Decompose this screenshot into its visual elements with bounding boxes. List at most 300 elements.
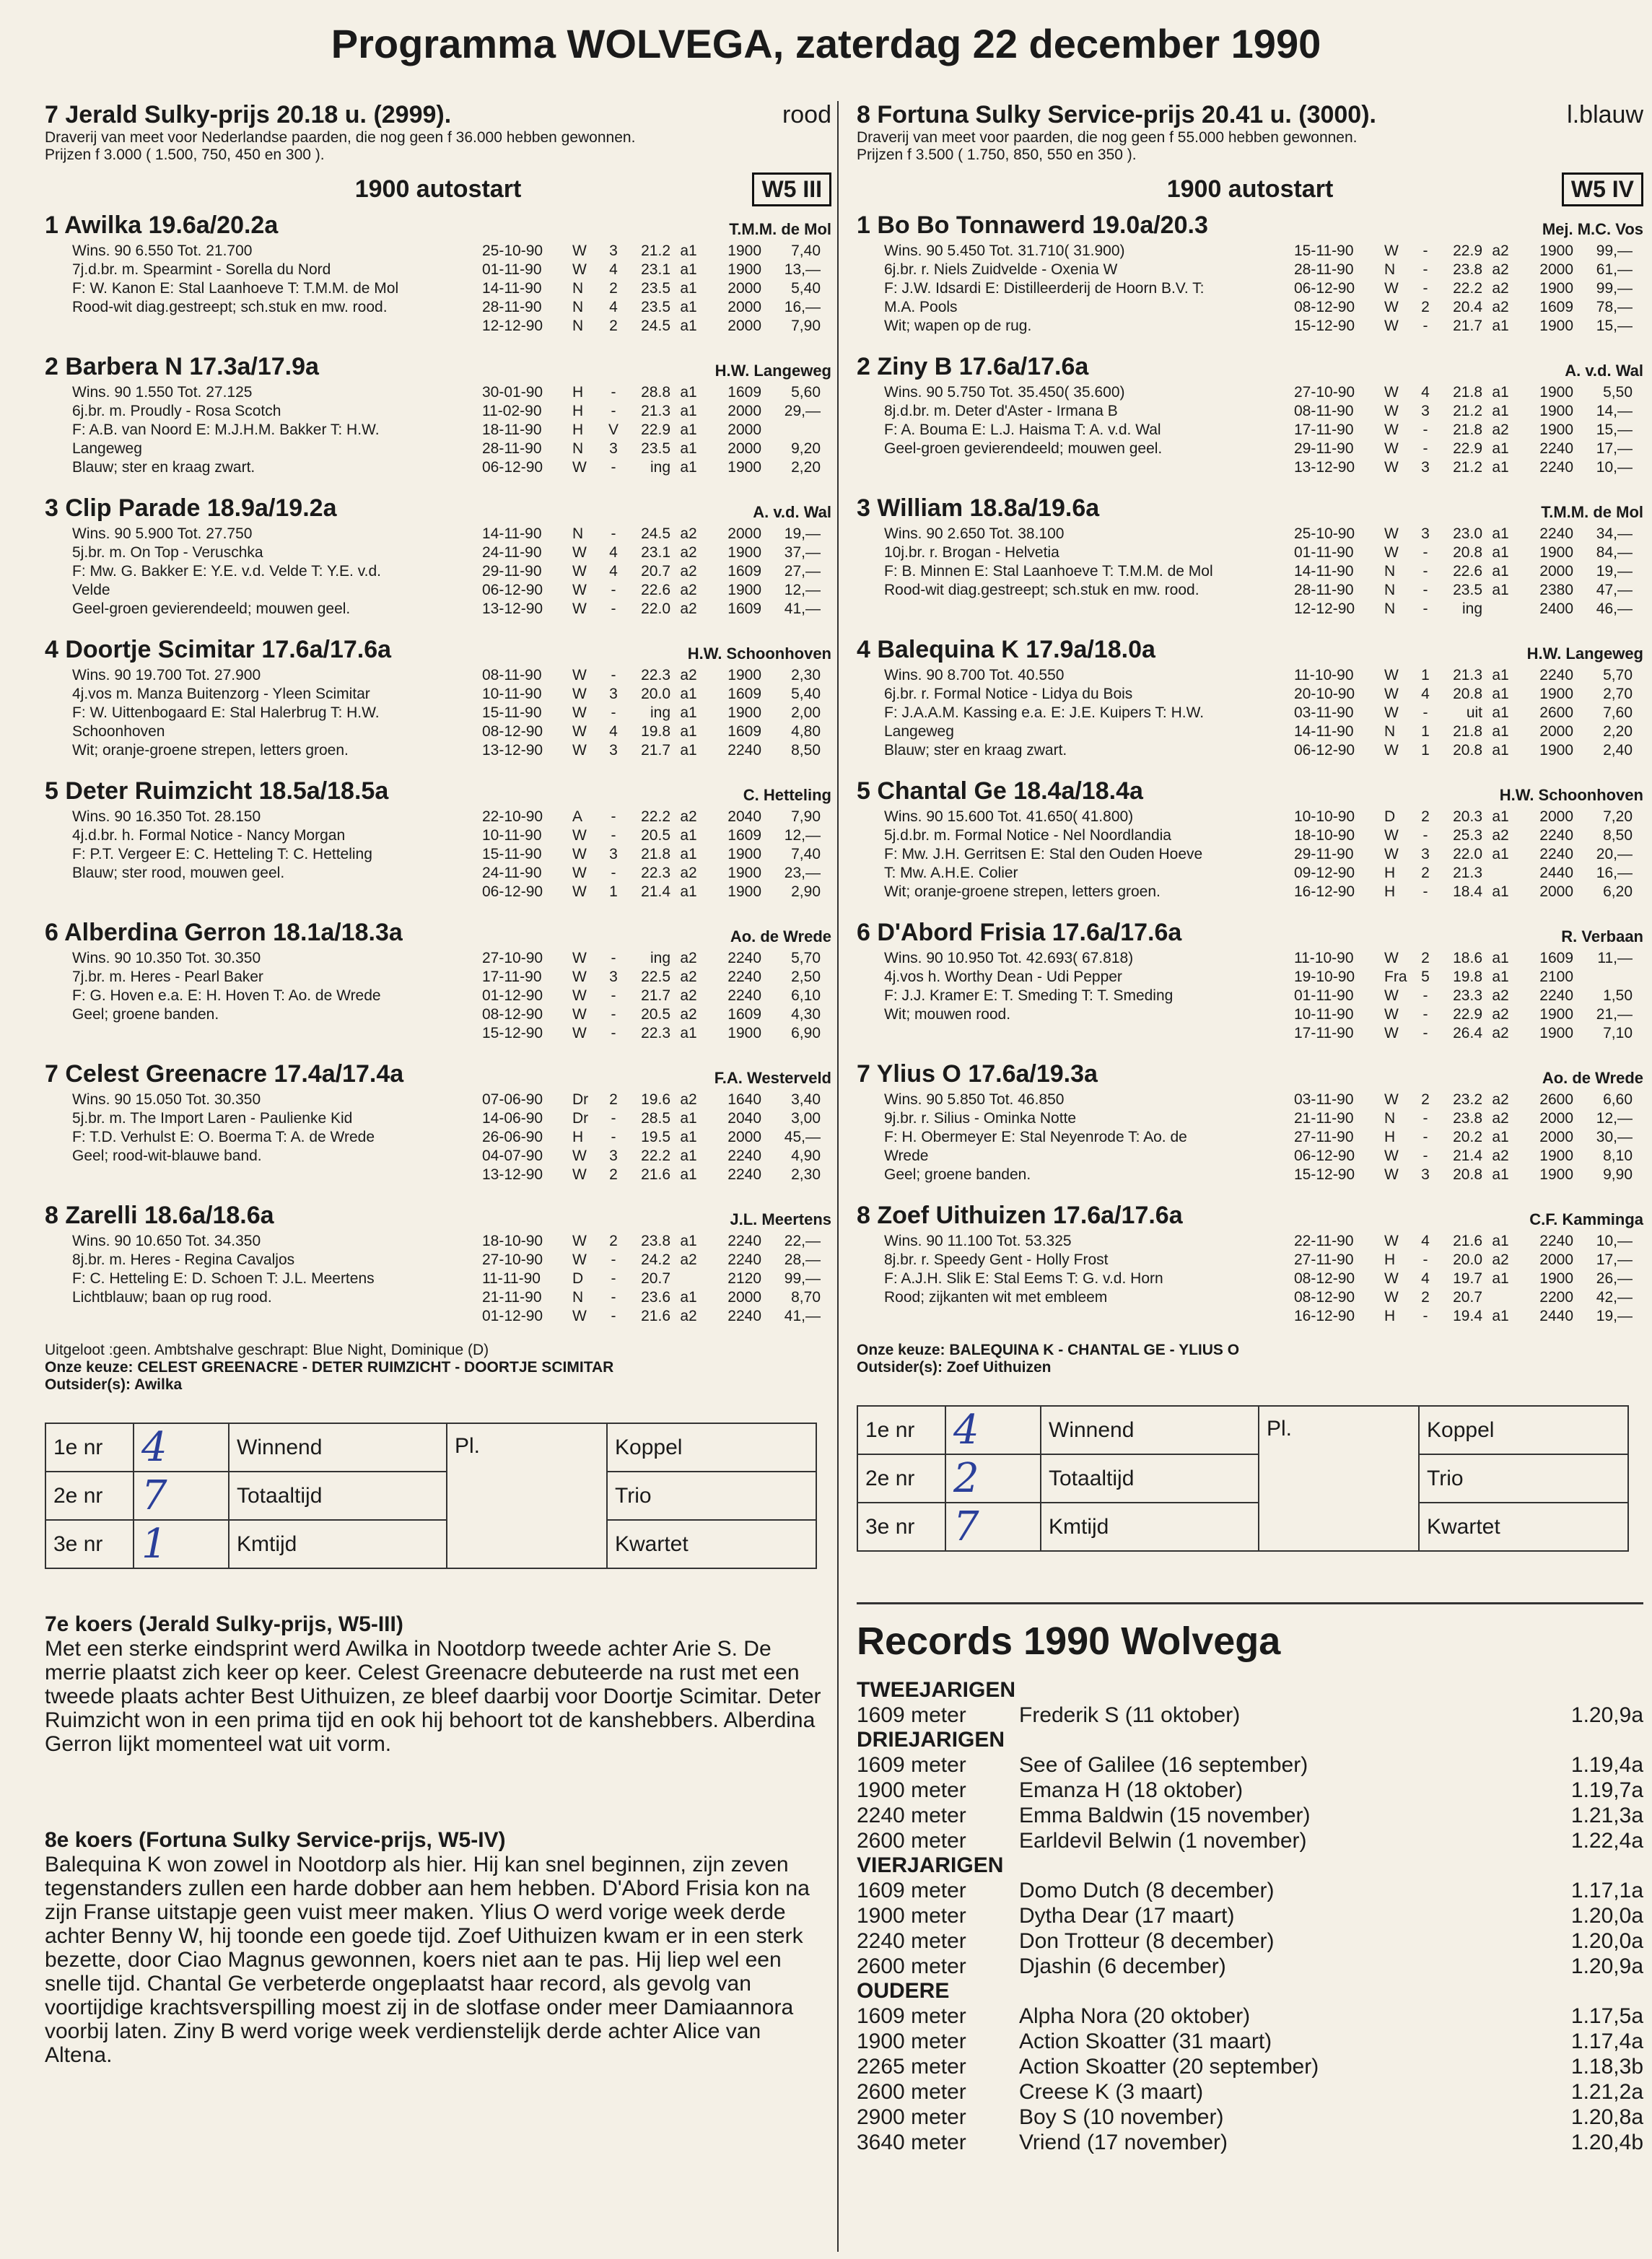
perf-date: 15-12-90 — [1294, 318, 1355, 334]
performance-row — [1294, 968, 1643, 987]
perf-place: 2 — [1421, 808, 1430, 825]
race-class-badge: W5 III — [752, 172, 831, 206]
record-horse: Frederik S (11 oktober) — [1019, 1703, 1241, 1727]
performance-row — [1294, 581, 1643, 600]
perf-odds: 84,— — [1596, 544, 1633, 561]
perf-track: W — [572, 582, 587, 598]
perf-date: 01-11-90 — [1294, 987, 1354, 1004]
perf-odds: 4,90 — [791, 1148, 821, 1164]
perf-odds: 2,20 — [791, 459, 821, 476]
perf-odds: 2,50 — [791, 969, 821, 985]
perf-track: W — [1384, 742, 1399, 759]
perf-track: W — [1384, 1233, 1399, 1249]
perf-track: W — [1384, 950, 1399, 966]
perf-date: 15-11-90 — [482, 704, 542, 721]
form-label: Trio — [1419, 1454, 1628, 1503]
info-line: Wins. 90 1.550 Tot. 27.125 — [72, 384, 253, 401]
performance-row — [482, 383, 831, 402]
perf-track: W — [572, 827, 587, 844]
perf-track: H — [572, 384, 584, 401]
record-horse: Dytha Dear (17 maart) — [1019, 1904, 1235, 1928]
perf-odds: 3,40 — [791, 1091, 821, 1108]
perf-date: 28-11-90 — [1294, 582, 1354, 598]
perf-date: 06-12-90 — [1294, 1148, 1355, 1164]
perf-distance: 1900 — [727, 582, 761, 598]
perf-track: W — [572, 723, 587, 740]
perf-distance: 2240 — [727, 969, 761, 985]
record-horse: Vriend (17 november) — [1019, 2131, 1228, 2154]
trainer-name: H.W. Langeweg — [1526, 645, 1643, 663]
perf-date: 14-06-90 — [482, 1110, 543, 1127]
form-entry[interactable] — [945, 1454, 1041, 1503]
horse-entry — [857, 1060, 1643, 1197]
perf-track: W — [572, 950, 587, 966]
perf-time: ing — [650, 704, 670, 721]
info-line: Wins. 90 5.750 Tot. 35.450( 35.600) — [884, 384, 1125, 401]
perf-start: a1 — [1492, 403, 1509, 419]
perf-place: 2 — [1421, 950, 1430, 966]
perf-track: W — [1384, 440, 1399, 457]
performance-table — [482, 808, 831, 901]
info-line: 4j.vos m. Manza Buitenzorg - Yleen Scimitar — [72, 686, 370, 702]
perf-place: - — [1422, 1110, 1428, 1127]
perf-time: 23.2 — [1453, 1091, 1482, 1108]
performance-row — [1294, 722, 1643, 741]
performance-row — [482, 826, 831, 845]
perf-track: W — [572, 1166, 587, 1183]
race-conditions: Draverij van meet voor Nederlandse paarden, die nog geen f 36.000 hebben gewonnen. — [45, 129, 636, 146]
perf-distance: 2240 — [727, 1148, 761, 1164]
perf-start: a1 — [1492, 1233, 1509, 1249]
perf-time: 21.8 — [1453, 384, 1482, 401]
horse-entry — [45, 777, 831, 914]
performance-row — [482, 421, 831, 440]
handwritten-number: 4 — [953, 1407, 979, 1454]
perf-track: W — [572, 1308, 587, 1324]
perf-distance: 2240 — [727, 1233, 761, 1249]
perf-start: a2 — [1492, 1251, 1509, 1268]
perf-place: - — [611, 987, 616, 1004]
perf-time: 22.9 — [1453, 242, 1482, 259]
performance-row — [1294, 1270, 1643, 1288]
perf-date: 15-12-90 — [1294, 1166, 1355, 1183]
perf-distance: 1900 — [1539, 1270, 1573, 1287]
perf-date: 07-06-90 — [482, 1091, 543, 1108]
perf-distance: 2000 — [1539, 1129, 1573, 1145]
perf-time: 19.5 — [641, 1129, 670, 1145]
perf-date: 19-10-90 — [1294, 969, 1355, 985]
perf-place: 2 — [609, 1166, 618, 1183]
performance-row — [482, 1024, 831, 1043]
perf-track: N — [572, 299, 584, 315]
perf-odds: 9,90 — [1603, 1166, 1633, 1183]
record-horse: Boy S (10 november) — [1019, 2105, 1224, 2129]
article-title: 8e koers (Fortuna Sulky Service-prijs, W5-IV) — [45, 1828, 506, 1852]
record-time: 1.20,4b — [1570, 2131, 1643, 2154]
perf-distance: 1609 — [727, 563, 761, 580]
perf-start: a1 — [1492, 318, 1509, 334]
perf-place: - — [1422, 242, 1428, 259]
trainer-name: T.M.M. de Mol — [729, 220, 831, 238]
perf-place: - — [611, 827, 616, 844]
performance-row — [1294, 402, 1643, 421]
perf-start: a1 — [1492, 723, 1509, 740]
form-label: 1e nr — [45, 1423, 134, 1472]
perf-distance: 1900 — [1539, 318, 1573, 334]
info-line: Langeweg — [884, 723, 954, 740]
perf-distance: 2440 — [1539, 865, 1573, 881]
perf-place: - — [611, 1270, 616, 1287]
perf-date: 12-12-90 — [482, 318, 543, 334]
record-distance: 3640 meter — [857, 2131, 966, 2154]
trainer-name: C.F. Kamminga — [1529, 1210, 1643, 1228]
perf-place: 3 — [1421, 846, 1430, 862]
form-entry[interactable] — [134, 1472, 229, 1520]
perf-distance: 2000 — [1539, 808, 1573, 825]
perf-odds: 7,90 — [791, 808, 821, 825]
column-divider — [837, 101, 839, 2252]
article-body: Balequina K won zowel in Nootdorp als hier. Hij kan snel beginnen, zijn zeven tegenstanders zullen een harde dobber aan hem hebben. D'Abord Frisia kon na zijn Franse uitstapje geen vuist meer maken. Ylius O werd vorige week derde achter Benny W, hij toonde een goede tijd. Zoef Uithuizen kwam er in een sterk bezette, door Ciao Magnus gewonnen, koers niet aan te pas. Hij liep wel een snelle tijd. Chantal Ge verbeterde ongeplaatst haar record, als gevolg van voortijdige krachtsverspilling moest zij in de slotfase onder meer Damiaannora voorbij laten. Ziny B werd vorige week verdienstelijk derde achter Alice van Altena. — [45, 1853, 810, 2067]
perf-track: N — [572, 280, 584, 297]
perf-time: 22.6 — [1453, 563, 1482, 580]
perf-track: W — [1384, 1148, 1399, 1164]
record-category: DRIEJARIGEN — [857, 1728, 1005, 1752]
record-category: OUDERE — [857, 1979, 950, 2003]
perf-odds: 8,10 — [1603, 1148, 1633, 1164]
info-line: Rood-wit diag.gestreept; sch.stuk en mw. rood. — [884, 582, 1199, 598]
perf-time: 23.1 — [641, 261, 670, 278]
perf-place: - — [1422, 704, 1428, 721]
perf-distance: 1900 — [1539, 686, 1573, 702]
perf-odds: 19,— — [1596, 563, 1633, 580]
race-prizes: Prijzen f 3.000 ( 1.500, 750, 450 en 300 ). — [45, 147, 325, 163]
perf-start: a1 — [680, 1289, 697, 1306]
perf-place: 2 — [609, 1233, 618, 1249]
perf-date: 14-11-90 — [1294, 723, 1354, 740]
perf-track: N — [1384, 600, 1396, 617]
form-label: Winnend — [1041, 1406, 1259, 1454]
perf-distance: 2240 — [1539, 846, 1573, 862]
record-distance: 1900 meter — [857, 1778, 966, 1802]
perf-time: 23.0 — [1453, 525, 1482, 542]
perf-distance: 1900 — [727, 883, 761, 900]
record-time: 1.17,4a — [1570, 2029, 1643, 2053]
performance-table — [1294, 1232, 1643, 1326]
perf-distance: 1900 — [727, 242, 761, 259]
perf-date: 08-12-90 — [482, 723, 543, 740]
perf-place: - — [611, 600, 616, 617]
perf-time: 20.5 — [641, 827, 670, 844]
info-line: 5j.br. m. On Top - Veruschka — [72, 544, 263, 561]
performance-table — [482, 383, 831, 477]
perf-place: 2 — [1421, 299, 1430, 315]
info-line: F: T.D. Verhulst E: O. Boerma T: A. de Wrede — [72, 1129, 375, 1145]
start-type: 1900 autostart — [1166, 175, 1334, 203]
form-label: Koppel — [1419, 1406, 1628, 1454]
perf-date: 11-10-90 — [1294, 950, 1354, 966]
perf-time: 22.0 — [641, 600, 670, 617]
info-line: Wins. 90 11.100 Tot. 53.325 — [884, 1233, 1072, 1249]
trainer-name: Mej. M.C. Vos — [1542, 220, 1643, 238]
perf-place: - — [611, 1308, 616, 1324]
race-color: rood — [782, 101, 831, 128]
perf-start: a2 — [1492, 261, 1509, 278]
performance-row — [1294, 1005, 1643, 1024]
perf-date: 14-11-90 — [482, 280, 542, 297]
info-line: 5j.br. m. The Import Laren - Paulienke Kid — [72, 1110, 353, 1127]
perf-start: a1 — [1492, 440, 1509, 457]
perf-place: 3 — [609, 969, 618, 985]
performance-row — [1294, 826, 1643, 845]
perf-distance: 1609 — [1539, 299, 1573, 315]
perf-distance: 1900 — [1539, 242, 1573, 259]
perf-odds: 3,00 — [791, 1110, 821, 1127]
performance-row — [482, 1166, 831, 1184]
performance-row — [482, 1005, 831, 1024]
performance-row — [482, 1147, 831, 1166]
info-line: Wins. 90 10.650 Tot. 34.350 — [72, 1233, 261, 1249]
record-horse: Creese K (3 maart) — [1019, 2080, 1204, 2104]
performance-table — [1294, 949, 1643, 1043]
perf-time: 20.8 — [1453, 686, 1482, 702]
race-title: 7 Jerald Sulky-prijs 20.18 u. (2999). — [45, 101, 452, 128]
info-line: Wins. 90 15.050 Tot. 30.350 — [72, 1091, 261, 1108]
perf-distance: 2000 — [727, 403, 761, 419]
horse-entry — [857, 919, 1643, 1056]
perf-distance: 2000 — [1539, 1110, 1573, 1127]
perf-odds: 37,— — [784, 544, 821, 561]
records-list — [857, 1678, 1643, 2155]
perf-time: 23.5 — [641, 440, 670, 457]
perf-odds: 10,— — [1596, 459, 1633, 476]
performance-row — [1294, 685, 1643, 704]
perf-date: 04-07-90 — [482, 1148, 543, 1164]
performance-row — [1294, 741, 1643, 760]
perf-odds: 20,— — [1596, 846, 1633, 862]
horse-entry — [857, 777, 1643, 914]
perf-distance: 1900 — [727, 261, 761, 278]
perf-odds: 6,20 — [1603, 883, 1633, 900]
perf-date: 06-12-90 — [482, 883, 543, 900]
perf-start: a2 — [1492, 421, 1509, 438]
perf-distance: 2040 — [727, 1110, 761, 1127]
performance-row — [482, 949, 831, 968]
performance-row — [482, 525, 831, 543]
record-time: 1.22,4a — [1570, 1829, 1643, 1853]
perf-start: a2 — [1492, 1091, 1509, 1108]
record-time: 1.20,0a — [1570, 1904, 1643, 1928]
form-entry[interactable] — [134, 1520, 229, 1568]
perf-start: a2 — [1492, 1025, 1509, 1041]
perf-start: a2 — [1492, 987, 1509, 1004]
perf-track: W — [572, 459, 587, 476]
perf-track: W — [572, 883, 587, 900]
perf-odds: 47,— — [1596, 582, 1633, 598]
perf-place: - — [1422, 318, 1428, 334]
perf-distance: 2120 — [727, 1270, 761, 1287]
perf-track: W — [572, 600, 587, 617]
perf-time: 21.3 — [641, 403, 670, 419]
performance-row — [482, 864, 831, 883]
perf-odds: 7,90 — [791, 318, 821, 334]
perf-track: W — [1384, 318, 1399, 334]
perf-date: 11-02-90 — [482, 403, 542, 419]
info-line: F: J.W. Idsardi E: Distilleerderij de Hoorn B.V. T: — [884, 280, 1205, 297]
perf-start: a1 — [1492, 525, 1509, 542]
record-row — [857, 2029, 1643, 2054]
perf-date: 01-11-90 — [1294, 544, 1354, 561]
form-label: Totaaltijd — [1041, 1454, 1259, 1503]
perf-place: 2 — [609, 318, 618, 334]
perf-distance: 1609 — [727, 600, 761, 617]
perf-distance: 1900 — [1539, 280, 1573, 297]
perf-track: W — [572, 969, 587, 985]
perf-time: 20.0 — [641, 686, 670, 702]
performance-table — [482, 525, 831, 619]
horse-info — [72, 525, 505, 619]
perf-odds: 22,— — [784, 1233, 821, 1249]
record-row — [857, 2054, 1643, 2079]
perf-place: 3 — [1421, 525, 1430, 542]
perf-odds: 15,— — [1596, 318, 1633, 334]
perf-distance: 1640 — [727, 1091, 761, 1108]
performance-row — [482, 987, 831, 1005]
record-horse: Earldevil Belwin (1 november) — [1019, 1829, 1307, 1853]
horse-entry — [857, 353, 1643, 490]
info-line: Wit; oranje-groene strepen, letters groen. — [884, 883, 1161, 900]
perf-distance: 1900 — [1539, 421, 1573, 438]
perf-place: - — [611, 1129, 616, 1145]
perf-date: 24-11-90 — [482, 544, 542, 561]
record-distance: 2600 meter — [857, 1954, 966, 1978]
perf-odds: 19,— — [784, 525, 821, 542]
performance-row — [1294, 864, 1643, 883]
perf-start — [670, 1270, 707, 1288]
perf-place: - — [611, 1006, 616, 1023]
start-row — [857, 171, 1643, 207]
perf-odds: 8,50 — [791, 742, 821, 759]
performance-row — [1294, 440, 1643, 458]
perf-track: D — [1384, 808, 1396, 825]
perf-distance: 1609 — [727, 827, 761, 844]
perf-start: a1 — [1492, 459, 1509, 476]
form-entry[interactable] — [134, 1423, 229, 1472]
form-entry[interactable] — [945, 1503, 1041, 1551]
perf-start: a1 — [680, 686, 697, 702]
perf-time: 21.3 — [1453, 667, 1482, 683]
perf-date: 27-11-90 — [1294, 1251, 1354, 1268]
info-line: F: W. Kanon E: Stal Laanhoeve T: T.M.M. de Mol — [72, 280, 399, 297]
record-horse: Djashin (6 december) — [1019, 1954, 1226, 1978]
horse-info — [72, 666, 505, 760]
perf-time: 22.3 — [641, 667, 670, 683]
perf-track: W — [1384, 667, 1399, 683]
horse-name: 3 William 18.8a/19.6a — [857, 494, 1100, 522]
performance-table — [1294, 242, 1643, 336]
perf-date: 13-12-90 — [482, 1166, 543, 1183]
perf-date: 28-11-90 — [1294, 261, 1354, 278]
perf-start — [1482, 600, 1518, 619]
perf-date: 14-11-90 — [482, 525, 542, 542]
perf-odds: 8,70 — [791, 1289, 821, 1306]
performance-table — [482, 666, 831, 760]
record-distance: 1609 meter — [857, 1753, 966, 1777]
perf-time: 22.6 — [641, 582, 670, 598]
perf-odds: 5,50 — [1603, 384, 1633, 401]
perf-time: 21.7 — [1453, 318, 1482, 334]
performance-row — [1294, 1251, 1643, 1270]
record-horse: Action Skoatter (31 maart) — [1019, 2029, 1272, 2053]
perf-date: 16-12-90 — [1294, 883, 1355, 900]
page-title: Programma WOLVEGA, zaterdag 22 december 1990 — [331, 21, 1321, 66]
perf-place: - — [1422, 421, 1428, 438]
performance-row — [482, 1270, 831, 1288]
perf-odds: 5,60 — [791, 384, 821, 401]
info-line: Rood-wit diag.gestreept; sch.stuk en mw. rood. — [72, 299, 388, 315]
perf-date: 15-12-90 — [482, 1025, 543, 1041]
perf-track: W — [572, 1233, 587, 1249]
performance-row — [1294, 543, 1643, 562]
performance-row — [482, 261, 831, 279]
perf-odds — [1573, 968, 1633, 987]
perf-distance: 2440 — [1539, 1308, 1573, 1324]
perf-track: W — [1384, 1025, 1399, 1041]
perf-time: 23.8 — [1453, 1110, 1482, 1127]
perf-distance: 1609 — [727, 723, 761, 740]
perf-date: 13-12-90 — [482, 600, 543, 617]
perf-track: W — [572, 261, 587, 278]
perf-time: 22.3 — [641, 1025, 670, 1041]
horse-entry — [857, 1202, 1643, 1339]
form-entry[interactable] — [945, 1406, 1041, 1454]
perf-start: a2 — [680, 1308, 697, 1324]
perf-distance: 1900 — [1539, 544, 1573, 561]
performance-row — [482, 242, 831, 261]
perf-track: W — [1384, 242, 1399, 259]
perf-odds: 28,— — [784, 1251, 821, 1268]
perf-track: H — [572, 1129, 584, 1145]
performance-table — [482, 242, 831, 336]
perf-place: - — [611, 582, 616, 598]
perf-track: W — [1384, 1006, 1399, 1023]
record-distance: 2265 meter — [857, 2055, 966, 2079]
performance-row — [1294, 704, 1643, 722]
performance-table — [482, 1091, 831, 1184]
horse-entry — [45, 636, 831, 773]
perf-time: 21.8 — [1453, 723, 1482, 740]
perf-start: a1 — [680, 318, 697, 334]
perf-time: 20.8 — [1453, 544, 1482, 561]
perf-time: 21.2 — [641, 242, 670, 259]
perf-distance: 2240 — [1539, 827, 1573, 844]
perf-odds: 78,— — [1596, 299, 1633, 315]
perf-start: a1 — [680, 1148, 697, 1164]
perf-date: 27-11-90 — [1294, 1129, 1354, 1145]
info-line: Velde — [72, 582, 110, 598]
perf-odds: 16,— — [784, 299, 821, 315]
perf-date: 09-12-90 — [1294, 865, 1355, 881]
handwritten-number: 2 — [953, 1455, 979, 1502]
horse-info — [884, 666, 1317, 760]
perf-date: 03-11-90 — [1294, 1091, 1354, 1108]
horse-name: 5 Chantal Ge 18.4a/18.4a — [857, 777, 1143, 805]
perf-track: A — [572, 808, 583, 825]
record-category: VIERJARIGEN — [857, 1853, 1004, 1877]
perf-time: 22.2 — [641, 808, 670, 825]
perf-start: a1 — [1492, 846, 1509, 862]
perf-start: a2 — [680, 808, 697, 825]
performance-row — [1294, 845, 1643, 864]
